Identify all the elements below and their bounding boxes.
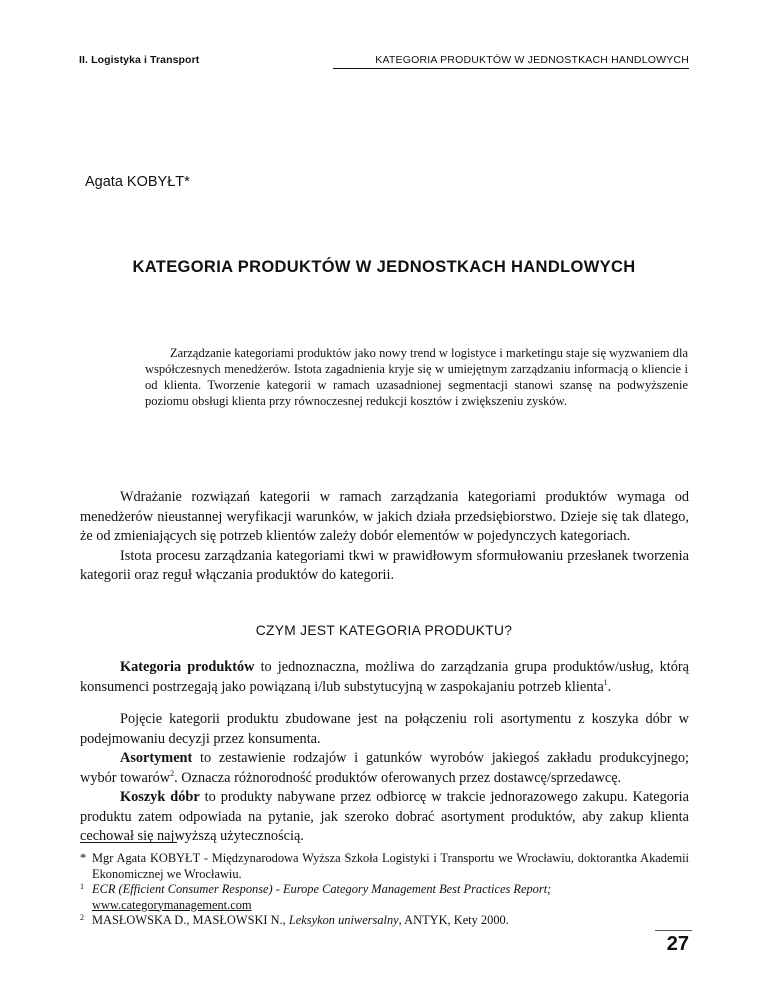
term-basket: Koszyk dóbr: [120, 789, 200, 805]
footnote-ref-1: 1: [603, 677, 608, 687]
introduction: [80, 488, 689, 586]
section-heading: CZYM JEST KATEGORIA PRODUKTU?: [255, 623, 513, 638]
author-name: Agata KOBYŁT*: [85, 174, 190, 190]
footnote-link[interactable]: www.categorymanagement.com: [92, 897, 252, 912]
header-rule: [333, 68, 689, 69]
basket-paragraph: Koszyk dóbr to produkty nabywane przez odbiorcę w trakcie jednorazowego zakupu. Kategoria produktu zatem odpowiada na pytanie, jak szeroko dobrać asortyment produktów, aby zakup klienta cechował się najwyższą użytecznością.: [80, 789, 689, 844]
page-number: 27: [666, 933, 689, 955]
category-definition: Kategoria produktów to jednoznaczna, możliwa do zarządzania grupa produktów/usług, którą konsumenci postrzegają jako powiązaną i/lub substytucyjną w zaspokajaniu potrzeb klienta$^1$.: [80, 659, 689, 695]
running-header-title: KATEGORIA PRODUKTÓW W JEDNOSTKACH HANDLOWYCH: [375, 54, 689, 66]
running-header-section: II. Logistyka i Transport: [79, 54, 200, 66]
footnote-separator: [80, 842, 177, 843]
footnote-author: * Mgr Agata KOBYŁT - Międzynarodowa Wyższa Szkoła Logistyki i Transportu we Wrocławiu, doktorantka Akademii Ekonomicznej we Wrocławiu.: [80, 851, 689, 881]
definition-paragraph: [80, 658, 689, 697]
intro-paragraph-1: Wdrażanie rozwiązań kategorii w ramach zarządzania kategoriami produktów wymaga od menedżerów nieustannej weryfikacji warunków, w jakich działa przedsiębiorstwo. Dzieje się tak dlatego, że od zmieniających się potrzeb klientów zależy dobór elementów w pojedynczych kategoriach.: [80, 489, 689, 544]
term-assortment: Asortyment: [120, 750, 193, 766]
footnote-1: 1 ECR (Efficient Consumer Response) - Europe Category Management Best Practices Report; www.categorymanagement.com: [80, 882, 552, 912]
page-number-rule: [655, 930, 692, 931]
concept-paragraph: Pojęcie kategorii produktu zbudowane jest na połączeniu roli asortymentu z koszyka dóbr w podejmowaniu decyzji przez konsumenta.: [80, 711, 689, 747]
assortment-paragraph: Asortyment to zestawienie rodzajów i gatunków wyrobów jakiegoś zakładu produkcyjnego; wybór towarów$^2$. Oznacza różnorodność produktów oferowanych przez dostawcę/sprzedawcę.: [80, 750, 689, 786]
article-title: KATEGORIA PRODUKTÓW W JEDNOSTKACH HANDLOWYCH: [132, 258, 636, 276]
intro-paragraph-2: Istota procesu zarządzania kategoriami tkwi w prawidłowym sformułowaniu przesłanek tworzenia kategorii oraz reguł włączania produktów do kategorii.: [80, 547, 689, 583]
footnotes: [80, 851, 689, 929]
footnote-2: 2 MASŁOWSKA D., MASŁOWSKI N., Leksykon uniwersalny, ANTYK, Kety 2000.: [80, 913, 509, 927]
abstract: Zarządzanie kategoriami produktów jako nowy trend w logistyce i marketingu staje się wyzwaniem dla współczesnych menedżerów. Istota zagadnienia kryje się w umiejętnym zarządzaniu informacją o kliencie i od klienta. Tworzenie kategorii w ramach uzasadnionej segmentacji stanowi szansę na podwyższenie poziomu obsługi klienta przy równoczesnej redukcji kosztów i zwiększeniu zysków.: [145, 346, 688, 408]
running-header: [79, 52, 689, 68]
concept-section: [80, 710, 689, 847]
term-category: Kategoria produktów: [120, 659, 255, 675]
footnote-ref-2: 2: [170, 768, 175, 778]
